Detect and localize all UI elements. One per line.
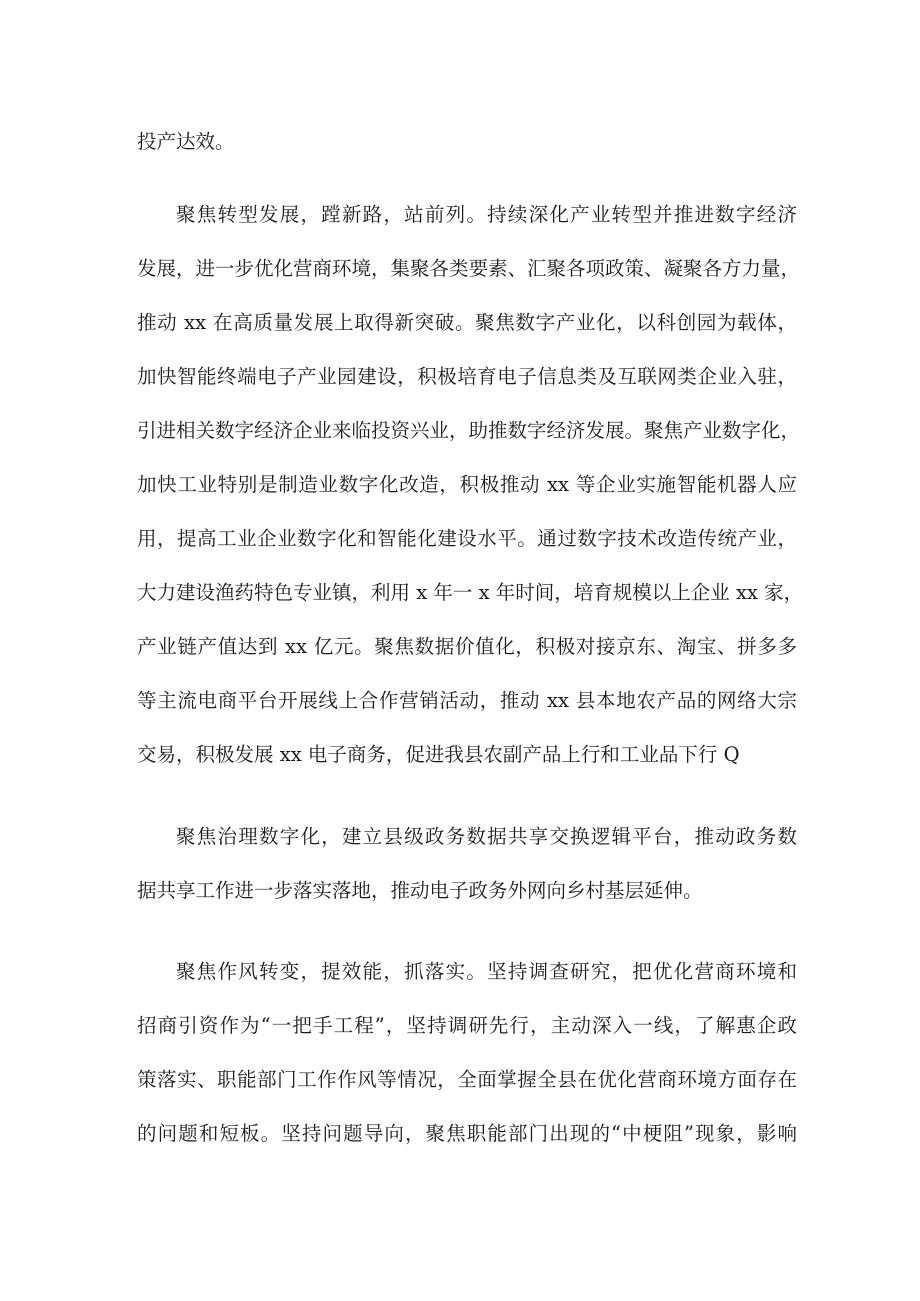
- text-line: 招商引资作为“一把手工程”，坚持调研先行，主动深入一线，了解惠企政: [137, 1014, 797, 1037]
- text-line: 发展，进一步优化营商环境，集聚各类要素、汇聚各项政策、凝聚各方力量，: [137, 257, 801, 280]
- text-line: 产业链产值达到 xx 亿元。聚焦数据价值化，积极对接京东、淘宝、拼多多: [137, 635, 797, 658]
- text-line: 据共享工作进一步落实落地，推动电子政务外网向乡村基层延伸。: [137, 879, 703, 902]
- text-line: 推动 xx 在高质量发展上取得新突破。聚焦数字产业化，以科创园为载体，: [137, 311, 797, 334]
- text-line: 交易，积极发展 xx 电子商务，促进我县农副产品上行和工业品下行 Q: [137, 743, 740, 766]
- text-line: 大力建设渔药特色专业镇，利用 x 年一 x 年时间，培育规模以上企业 xx 家，: [137, 581, 804, 604]
- text-line: 投产达效。: [137, 130, 235, 153]
- text-line: 策落实、职能部门工作作风等情况，全面掌握全县在优化营商环境方面存在: [137, 1068, 797, 1091]
- text-line: 加快智能终端电子产业园建设，积极培育电子信息类及互联网类企业入驻，: [137, 365, 797, 388]
- text-line: 等主流电商平台开展线上合作营销活动，推动 xx 县本地农产品的网络大宗: [137, 689, 797, 712]
- text-line: 聚焦作风转变，提效能，抓落实。坚持调查研究，把优化营商环境和: [176, 960, 797, 983]
- text-line: 用，提高工业企业数字化和智能化建设水平。通过数字技术改造传统产业，: [137, 527, 797, 550]
- text-line: 的问题和短板。坚持问题导向，聚焦职能部门出现的“中梗阻”现象，影响: [137, 1122, 797, 1145]
- text-line: 聚焦治理数字化，建立县级政务数据共享交换逻辑平台，推动政务数: [176, 825, 797, 848]
- text-line: 聚焦转型发展，蹚新路，站前列。持续深化产业转型并推进数字经济: [176, 203, 797, 226]
- text-line: 加快工业特别是制造业数字化改造，积极推动 xx 等企业实施智能机器人应: [137, 473, 797, 496]
- text-line: 引进相关数字经济企业来临投资兴业，助推数字经济发展。聚焦产业数字化，: [137, 419, 801, 442]
